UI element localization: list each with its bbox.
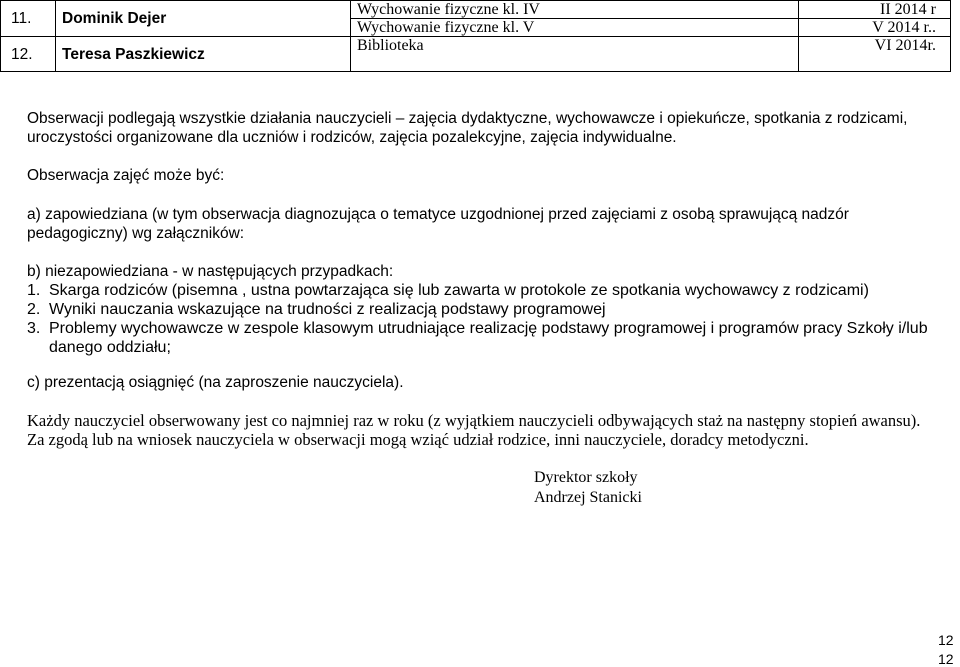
closing-participants: Za zgodą lub na wniosek nauczyciela w obserwacji mogą wziąć udział rodzice, inni nauczyciele, doradcy metodyczni. (27, 430, 809, 449)
date-cell: VI 2014r. (799, 37, 951, 72)
list-item (27, 319, 947, 357)
list-item-number: 1. (27, 282, 41, 299)
subject-cell: Wychowanie fizyczne kl. IV (351, 1, 799, 19)
list-item-text: Problemy wychowawcze w zespole klasowym utrudniające realizację podstawy programowej i programów pracy Szkoły i/lub danego oddziału; (49, 320, 928, 356)
schedule-table (0, 0, 951, 72)
date-cell: II 2014 r (799, 1, 951, 19)
type-b-unannounced: b) niezapowiedziana - w następujących przypadkach: (27, 263, 394, 280)
table-row (1, 37, 951, 72)
list-item-text: Wyniki nauczania wskazujące na trudności z realizacją podstawy programowej (49, 301, 606, 318)
signature-block (534, 468, 642, 508)
list-item-text: Skarga rodziców (pisemna , ustna powtarzająca się lub zawarta w protokole ze spotkania wychowawcy z rodzicami) (49, 282, 869, 299)
types-intro: Obserwacja zajęć może być: (27, 167, 225, 184)
cases-list (27, 281, 947, 357)
signature-title: Dyrektor szkoły (534, 469, 638, 486)
teacher-name: Teresa Paszkiewicz (56, 37, 351, 72)
closing-frequency: Każdy nauczyciel obserwowany jest co najmniej raz w roku (z wyjątkiem nauczycieli odbywających staż na następny stopień awansu). (27, 411, 921, 430)
table-row (1, 1, 951, 19)
type-a-announced: a) zapowiedziana (w tym obserwacja diagnozująca o tematyce uzgodnionej przed zajęciami z osobą sprawującą nadzór pedagogiczny) wg załączników: (27, 206, 849, 242)
list-item-number: 3. (27, 320, 41, 337)
page-number: 12 (938, 632, 954, 648)
teacher-name: Dominik Dejer (56, 1, 351, 37)
subject-cell: Wychowanie fizyczne kl. V (351, 19, 799, 37)
scope-paragraph: Obserwacji podlegają wszystkie działania nauczycieli – zajęcia dydaktyczne, wychowawcze i opiekuńcze, spotkania z rodzicami, uroczystości organizowane dla uczniów i rodziców, zajęcia pozalekcyjne, zajęcia indywidualne. (27, 110, 908, 146)
list-item (27, 300, 947, 319)
row-number: 11. (1, 1, 56, 37)
subject-cell: Biblioteka (351, 37, 799, 72)
date-cell: V 2014 r.. (799, 19, 951, 37)
list-item (27, 281, 947, 300)
signature-name: Andrzej Stanicki (534, 489, 642, 506)
list-item-number: 2. (27, 301, 41, 318)
page-number-footer: 12 (938, 651, 954, 667)
row-number: 12. (1, 37, 56, 72)
type-c-presentation: c) prezentacją osiągnięć (na zaproszenie nauczyciela). (27, 374, 404, 391)
